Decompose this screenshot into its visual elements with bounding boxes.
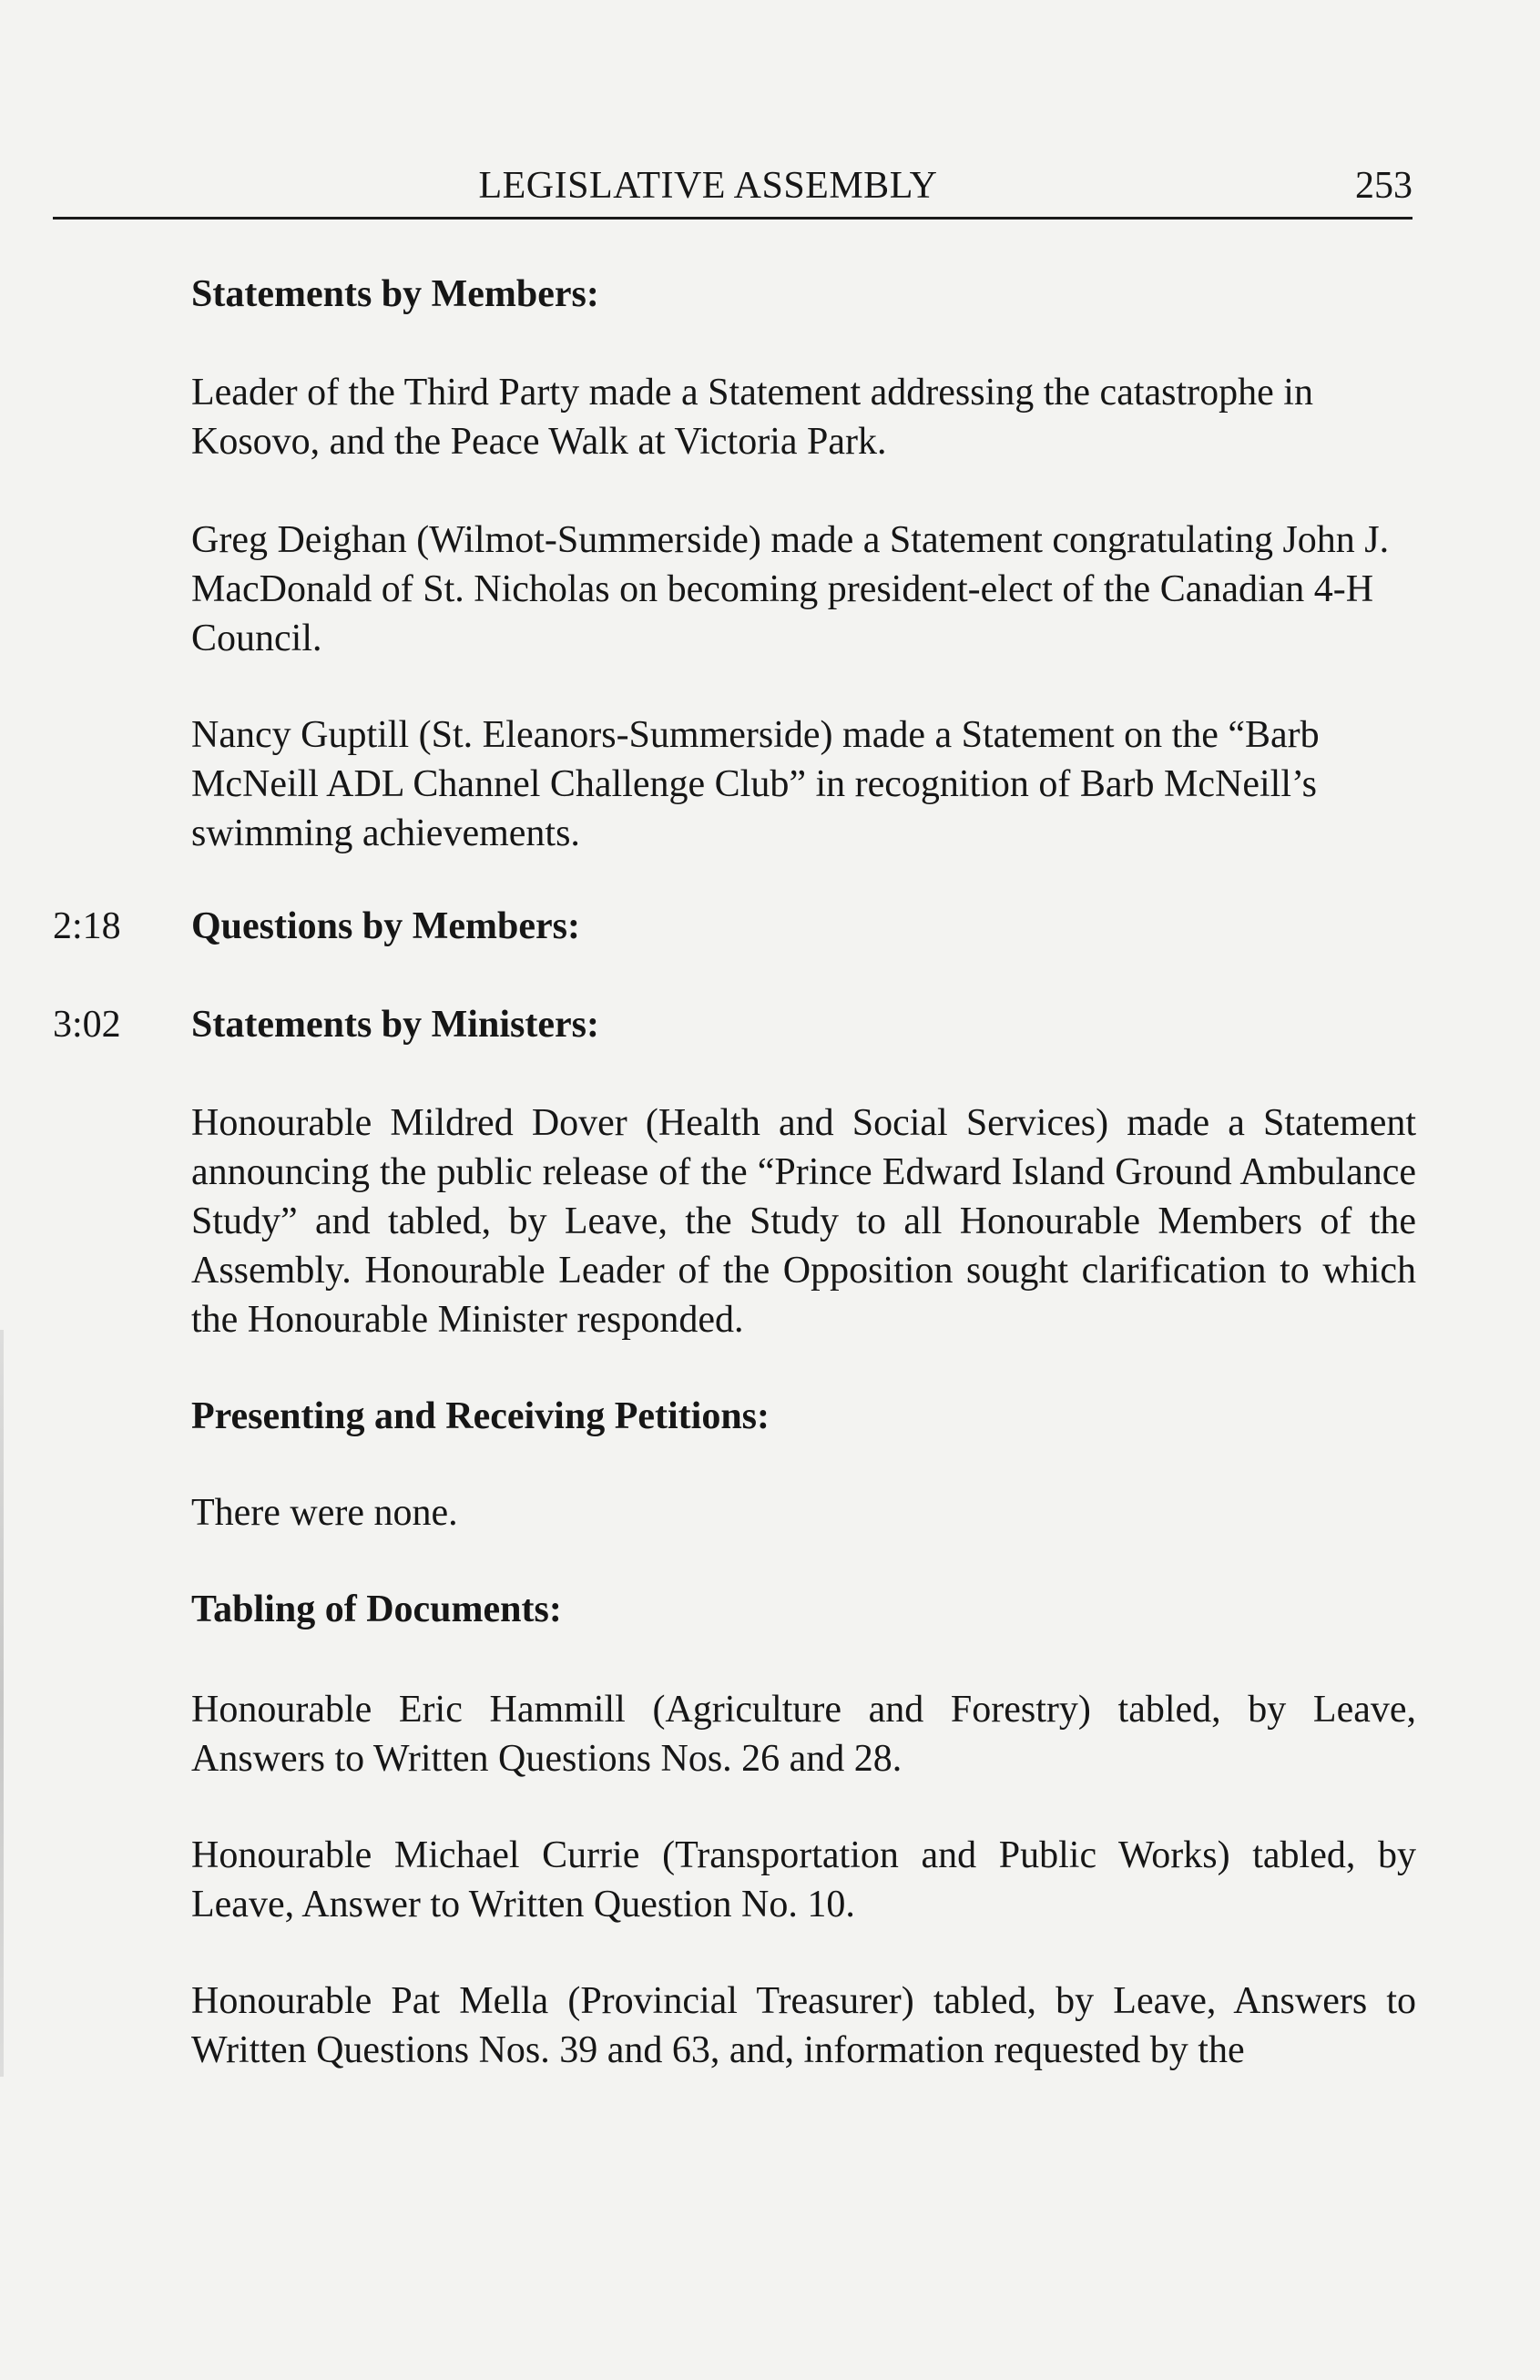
heading-statements-by-members: Statements by Members:: [191, 273, 599, 315]
header-rule: [53, 217, 1413, 220]
heading-questions-by-members: Questions by Members:: [191, 905, 580, 947]
paragraph-no-petitions: There were none.: [191, 1492, 458, 1534]
paragraph-third-party-statement: Leader of the Third Party made a Statement addressing the catastrophe in Kosovo, and the Peace Walk at Victoria Park.: [191, 372, 1313, 463]
page-number: 253: [1355, 165, 1413, 207]
time-marker-ministers: 3:02: [53, 1004, 121, 1046]
paragraph-guptill-statement: Nancy Guptill (St. Eleanors-Summerside) made a Statement on the “Barb McNeill ADL Channel Challenge Club” in recognition of Barb McNeill’s swimming achievements.: [191, 714, 1320, 854]
scan-edge-shadow: [0, 1330, 4, 2077]
heading-petitions: Presenting and Receiving Petitions:: [191, 1395, 770, 1437]
page-header-title: LEGISLATIVE ASSEMBLY: [478, 165, 938, 207]
paragraph-currie-tabling: Honourable Michael Currie (Transportation and Public Works) tabled, by Leave, Answer to Written Question No. 10.: [191, 1834, 1416, 1925]
paragraph-mella-tabling: Honourable Pat Mella (Provincial Treasurer) tabled, by Leave, Answers to Written Questions Nos. 39 and 63, and, information requested by the: [191, 1980, 1416, 2071]
paragraph-hammill-tabling: Honourable Eric Hammill (Agriculture and Forestry) tabled, by Leave, Answers to Written Questions Nos. 26 and 28.: [191, 1689, 1416, 1780]
paragraph-deighan-statement: Greg Deighan (Wilmot-Summerside) made a Statement congratulating John J. MacDonald of St. Nicholas on becoming president-elect of the Canadian 4-H Council.: [191, 519, 1390, 659]
heading-tabling-of-documents: Tabling of Documents:: [191, 1588, 562, 1630]
paragraph-dover-statement: Honourable Mildred Dover (Health and Social Services) made a Statement announcing the public release of the “Prince Edward Island Ground Ambulance Study” and tabled, by Leave, the Study to all Honourable Members of the Assembly. Honourable Leader of the Opposition sought clarification to which the Honourable Minister responded.: [191, 1102, 1416, 1341]
time-marker-questions: 2:18: [53, 905, 121, 947]
heading-statements-by-ministers: Statements by Ministers:: [191, 1004, 599, 1046]
